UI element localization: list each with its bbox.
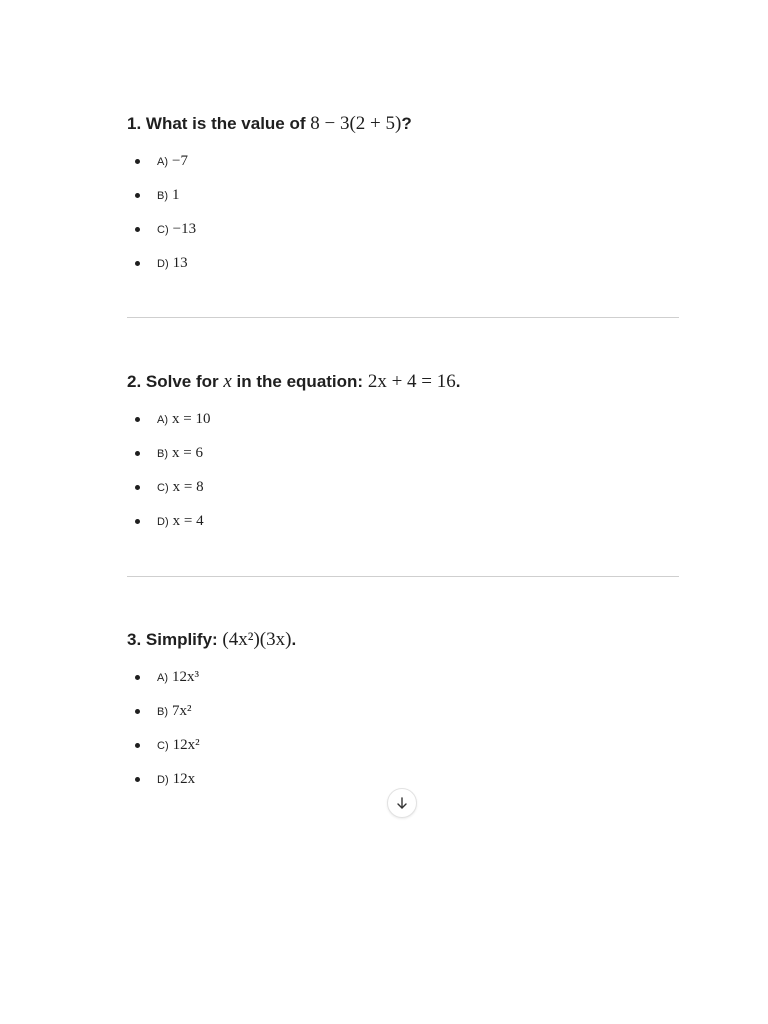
question-2-mid: in the equation:	[231, 372, 368, 391]
option-value: 12x²	[172, 737, 200, 753]
option-letter: A)	[157, 414, 168, 426]
bullet-icon	[135, 519, 140, 524]
question-1-math: 8 − 3(2 + 5)	[310, 113, 402, 134]
question-1-title	[127, 108, 412, 140]
question-3-option-d	[127, 762, 296, 796]
question-3-option-b	[127, 694, 296, 728]
bullet-icon	[135, 417, 140, 422]
option-value: 7x²	[172, 703, 192, 719]
bullet-icon	[135, 777, 140, 782]
option-value: −13	[172, 221, 197, 237]
question-3-option-c	[127, 728, 296, 762]
option-letter: B)	[157, 706, 168, 718]
question-3-title	[127, 624, 296, 656]
variable-x: x	[223, 371, 232, 392]
option-value: −7	[172, 153, 188, 169]
bullet-icon	[135, 485, 140, 490]
option-letter: D)	[157, 258, 169, 270]
bullet-icon	[135, 675, 140, 680]
question-2-title	[127, 366, 460, 398]
divider	[127, 317, 679, 318]
question-1	[127, 108, 412, 280]
question-1-prefix: 1. What is the value of	[127, 114, 311, 133]
option-letter: B)	[157, 448, 168, 460]
scroll-to-bottom-button[interactable]	[387, 788, 417, 818]
bullet-icon	[135, 159, 140, 164]
option-letter: C)	[157, 224, 169, 236]
question-3-prefix: 3. Simplify:	[127, 630, 223, 649]
question-2-option-c	[127, 470, 460, 504]
option-letter: A)	[157, 672, 168, 684]
question-1-option-a	[127, 144, 412, 178]
option-value: 1	[172, 187, 180, 203]
option-value: x = 4	[172, 513, 204, 529]
bullet-icon	[135, 451, 140, 456]
question-2-math: 2x + 4 = 16	[367, 371, 456, 392]
question-1-suffix: ?	[401, 114, 412, 133]
question-1-options	[127, 144, 412, 280]
option-value: 13	[172, 255, 188, 271]
option-value: x = 10	[172, 411, 211, 427]
question-1-option-c	[127, 212, 412, 246]
question-3-suffix: .	[291, 630, 297, 649]
question-3-options	[127, 660, 296, 796]
option-value: x = 6	[172, 445, 203, 461]
bullet-icon	[135, 709, 140, 714]
question-1-option-b	[127, 178, 412, 212]
question-2-option-b	[127, 436, 460, 470]
bullet-icon	[135, 743, 140, 748]
question-2-option-a	[127, 402, 460, 436]
question-3-option-a	[127, 660, 296, 694]
question-2-variable	[223, 371, 231, 392]
question-2-suffix: .	[455, 372, 461, 391]
option-letter: D)	[157, 516, 169, 528]
question-2-option-d	[127, 504, 460, 538]
option-letter: B)	[157, 190, 168, 202]
option-value: 12x	[172, 771, 196, 787]
bullet-icon	[135, 193, 140, 198]
question-2-options	[127, 402, 460, 538]
option-value: x = 8	[172, 479, 204, 495]
bullet-icon	[135, 227, 140, 232]
question-2	[127, 366, 460, 538]
question-2-prefix: 2. Solve for	[127, 372, 224, 391]
question-1-option-d	[127, 246, 412, 280]
option-letter: C)	[157, 740, 169, 752]
arrow-down-icon	[395, 796, 409, 810]
question-3-math: (4x²)(3x)	[222, 629, 292, 650]
option-letter: A)	[157, 156, 168, 168]
option-letter: C)	[157, 482, 169, 494]
divider	[127, 576, 679, 577]
bullet-icon	[135, 261, 140, 266]
question-3	[127, 624, 296, 796]
option-letter: D)	[157, 774, 169, 786]
option-value: 12x³	[172, 669, 199, 685]
